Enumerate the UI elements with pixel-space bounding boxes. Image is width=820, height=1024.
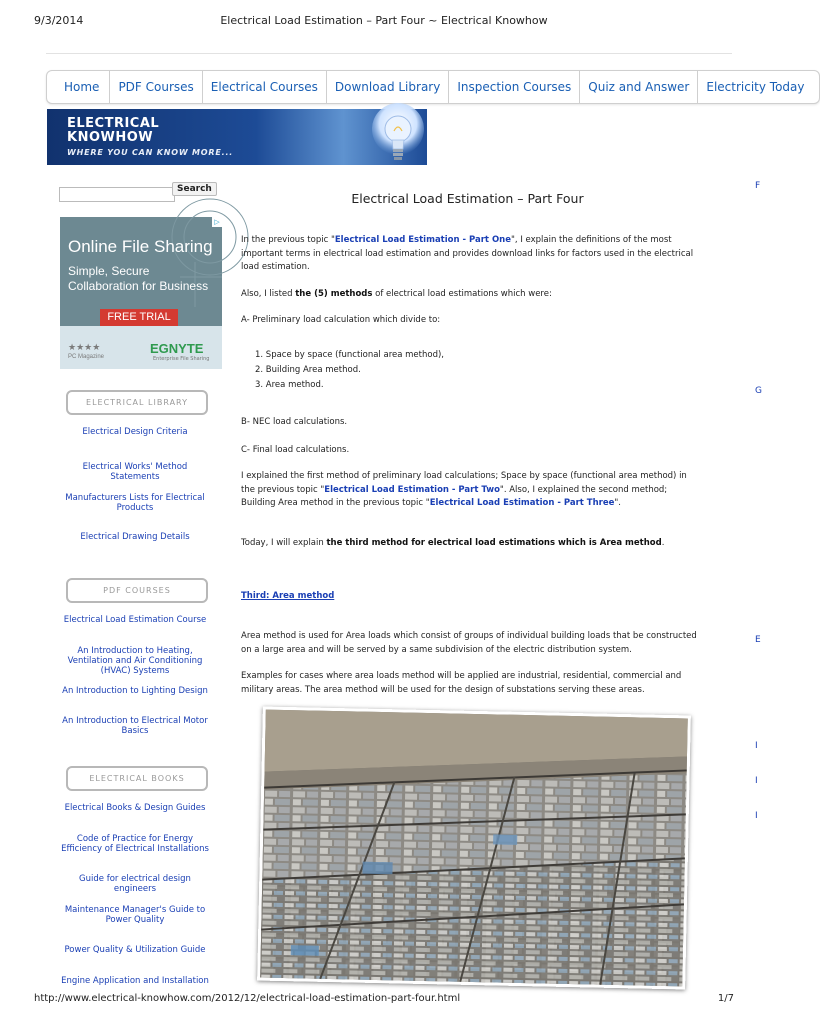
text: Today, I will explain (241, 538, 327, 548)
article-paragraph: A- Preliminary load calculation which divide to: (241, 315, 441, 325)
sidebar-search (59, 182, 212, 202)
electrical-library-heading: ELECTRICAL LIBRARY (66, 390, 208, 415)
right-edge-text: G (755, 386, 762, 396)
sidebar-link[interactable]: Manufacturers Lists for Electrical Products (65, 493, 205, 513)
article-paragraph (241, 470, 699, 511)
aerial-industrial-area-photo (257, 707, 691, 990)
methods-list (255, 348, 444, 393)
sidebar-link[interactable]: An Introduction to Lighting Design (62, 686, 208, 696)
ad-brand-tagline: Enterprise File Sharing (153, 356, 210, 362)
banner-line2: KNOWHOW (67, 130, 154, 145)
list-item: 2. Building Area method. (255, 365, 361, 375)
sidebar-link[interactable]: Power Quality & Utilization Guide (64, 945, 206, 955)
print-date: 9/3/2014 (34, 14, 84, 27)
ad-brand-logo: EGNYTE (150, 341, 204, 356)
right-edge-text: I (755, 741, 758, 751)
text: ". (614, 498, 621, 508)
bold-text: the (5) methods (295, 289, 373, 299)
article-title: Electrical Load Estimation – Part Four (351, 191, 584, 206)
print-url: http://www.electrical-knowhow.com/2012/12/electrical-load-estimation-part-four.html (34, 993, 461, 1004)
sidebar-link[interactable]: Guide for electrical design engineers (79, 874, 191, 894)
pdf-courses-heading: PDF COURSES (66, 578, 208, 603)
nav-pdf-courses[interactable]: PDF Courses (110, 71, 202, 103)
link-part-one[interactable]: Electrical Load Estimation - Part One (334, 235, 511, 245)
text: ". Also, I explained the second method; Building Area method in the previous topic " (241, 484, 668, 508)
ad-subheadline: Simple, Secure Collaboration for Business (68, 264, 209, 293)
text: ", I explain the definitions of the most important terms in electrical load estimation and provides download links for factors used in the electrical load estimation. (241, 235, 694, 272)
ad-choices-icon[interactable]: ▷ (212, 217, 222, 227)
article-paragraph: C- Final load calculations. (241, 445, 350, 455)
nav-divider (46, 53, 732, 54)
article-paragraph (241, 537, 699, 551)
sidebar-link[interactable]: Electrical Drawing Details (80, 532, 190, 542)
nav-quiz-and-answer[interactable]: Quiz and Answer (580, 71, 698, 103)
article-paragraph: Examples for cases where area loads method will be applied are industrial, residential, commercial and military areas. The area method will be used for the design of substations serving these areas. (241, 671, 682, 695)
sidebar-link[interactable]: An Introduction to Electrical Motor Basics (62, 716, 208, 736)
nav-electricity-today[interactable]: Electricity Today (706, 80, 805, 94)
right-edge-text: I (755, 776, 758, 786)
text: . (661, 538, 665, 548)
article-paragraph (241, 234, 699, 275)
ad-banner[interactable] (60, 217, 222, 369)
text: of electrical load estimations which were: (372, 289, 552, 299)
sidebar-link[interactable]: An Introduction to Heating, Ventilation and Air Conditioning (HVAC) Systems (67, 646, 203, 676)
sidebar-link[interactable]: Electrical Load Estimation Course (63, 615, 207, 625)
banner-line1: ELECTRICAL (67, 116, 160, 131)
main-nav (46, 70, 820, 104)
nav-inspection-courses[interactable]: Inspection Courses (449, 71, 580, 103)
right-edge-text: F (755, 181, 761, 191)
list-item: 3. Area method. (255, 380, 324, 390)
banner-tagline: WHERE YOU CAN KNOW MORE... (67, 148, 234, 157)
text: In the previous topic " (241, 235, 335, 245)
search-button[interactable]: Search (172, 182, 217, 196)
article-paragraph (241, 288, 699, 302)
sidebar-link[interactable]: Maintenance Manager's Guide to Power Quality (64, 905, 206, 925)
right-edge-text: E (755, 635, 761, 645)
section-heading-area-method[interactable]: Third: Area method (241, 591, 335, 601)
sidebar-link[interactable]: Electrical Design Criteria (82, 427, 188, 437)
article-paragraph: B- NEC load calculations. (241, 417, 348, 427)
nav-home[interactable]: Home (47, 71, 110, 103)
bold-text: the third method for electrical load estimations which is Area method (326, 538, 662, 548)
ad-source: PC Magazine (68, 354, 105, 360)
electrical-books-heading: ELECTRICAL BOOKS (66, 766, 208, 791)
text: I explained the first method of preliminary load calculations; Space by space (functional area method) in the previous topic " (241, 471, 687, 495)
list-item: 1. Space by space (functional area method), (255, 350, 444, 360)
text: Also, I listed (241, 289, 296, 299)
ad-rating-stars: ★★★★ (68, 343, 101, 353)
ad-free-trial-button[interactable]: FREE TRIAL (100, 309, 178, 326)
aerial-photo-graphic (260, 710, 688, 987)
sidebar-link[interactable]: Engine Application and Installation (61, 976, 209, 986)
nav-electrical-courses[interactable]: Electrical Courses (203, 71, 327, 103)
print-page-number: 1/7 (717, 993, 734, 1004)
link-part-two[interactable]: Electrical Load Estimation - Part Two (324, 484, 500, 495)
sidebar-link[interactable]: Code of Practice for Energy Efficiency of Electrical Installations (61, 834, 209, 854)
ad-headline: Online File Sharing (68, 237, 213, 256)
light-bulb-icon (369, 109, 427, 165)
search-input[interactable] (59, 187, 175, 202)
link-part-three[interactable]: Electrical Load Estimation - Part Three (429, 498, 615, 508)
print-title: Electrical Load Estimation – Part Four ~ Electrical Knowhow (220, 14, 548, 27)
article-paragraph: Area method is used for Area loads which consist of groups of individual building loads that be constructed on a large area and will be served by a same subdivision of the electric distribution system. (241, 631, 697, 655)
right-edge-text: I (755, 811, 758, 821)
sidebar-link[interactable]: Electrical Works' Method Statements (82, 462, 188, 482)
site-banner[interactable] (47, 109, 427, 165)
nav-download-library[interactable]: Download Library (327, 71, 449, 103)
sidebar-link[interactable]: Electrical Books & Design Guides (64, 803, 206, 813)
